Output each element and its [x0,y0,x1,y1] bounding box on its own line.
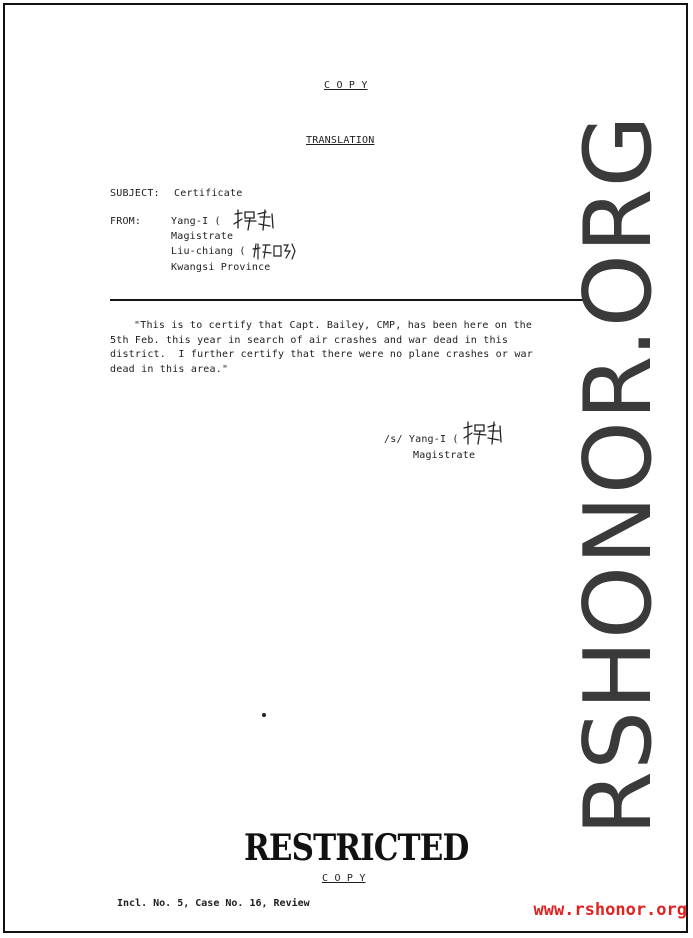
speck [262,713,266,717]
body-line: "This is to certify that Capt. Bailey, CMP, has been here on the [134,320,533,331]
watermark-text: RSHONOR.ORG [564,114,672,836]
from-line: Magistrate [171,231,234,242]
body-line: dead in this area." [110,364,229,375]
from-line: Kwangsi Province [171,262,271,273]
from-label: FROM: [110,216,142,227]
signature-title: Magistrate [413,450,476,461]
copy-heading: C O P Y [324,80,368,91]
chinese-name-handwriting-icon [232,208,274,232]
watermark-url: www.rshonor.org [533,900,687,920]
body-line: 5th Feb. this year in search of air crashes and war dead in this [110,335,509,346]
inclosure-note: Incl. No. 5, Case No. 16, Review [117,898,310,909]
subject-value: Certificate [174,188,243,199]
restricted-stamp: RESTRICTED [244,827,469,869]
translation-heading: TRANSLATION [306,135,375,146]
copy-footer: C O P Y [322,873,366,884]
body-line: district. I further certify that there were no plane crashes or war [110,349,533,360]
signature-line: /s/ Yang-I ( [384,434,459,445]
signature-handwriting-icon [462,420,502,448]
from-line: Yang-I ( [171,216,221,227]
subject-label: SUBJECT: [110,188,160,199]
from-line: Liu-chiang ( [171,246,246,257]
chinese-place-handwriting-icon [252,241,296,261]
divider-line [110,299,590,301]
